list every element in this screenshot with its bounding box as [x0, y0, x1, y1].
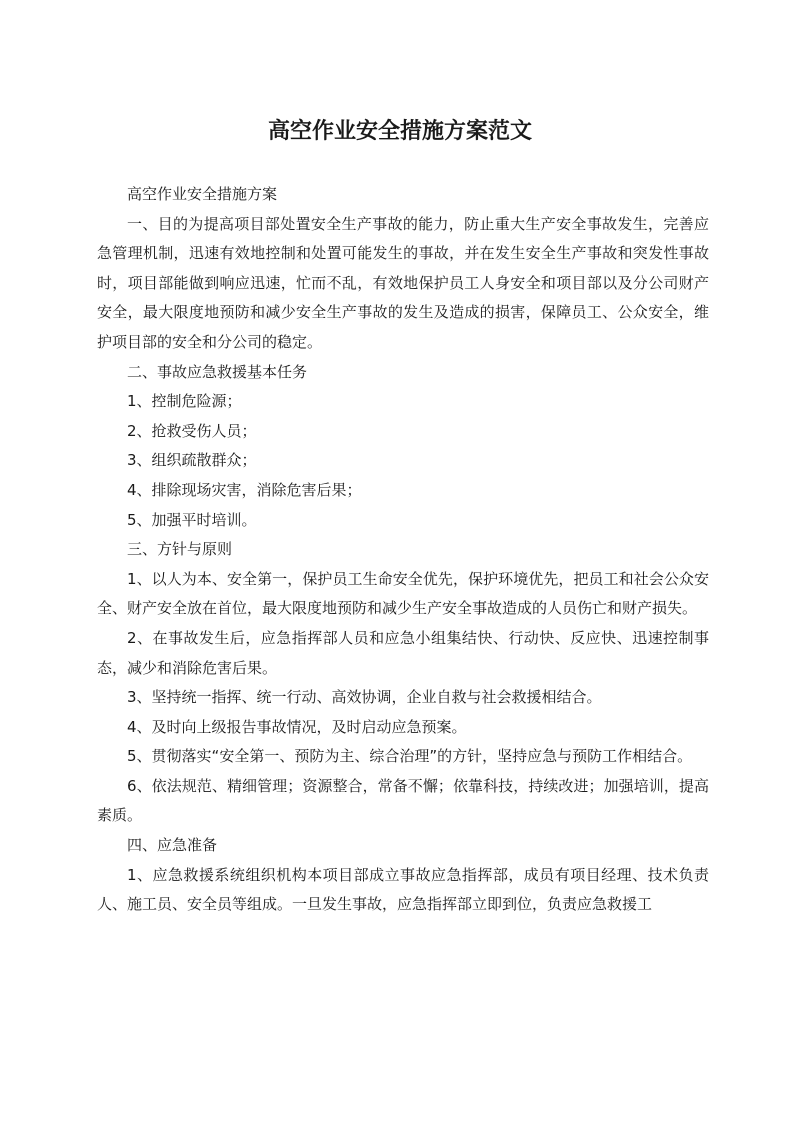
list-item: 3、坚持统一指挥、统一行动、高效协调，企业自救与社会救援相结合。 [127, 688, 602, 707]
paragraph-subtitle: 高空作业安全措施方案 [127, 185, 278, 203]
list-item: 5、加强平时培训。 [127, 510, 257, 529]
section-heading-principles: 三、方针与原则 [127, 540, 233, 559]
list-item: 2、在事故发生后，应急指挥部人员和应急小组集结快、行动快、反应快、迅速控制事态，减少和消除危害后果。 [97, 628, 709, 677]
section-heading-preparation: 四、应急准备 [127, 836, 218, 855]
document-body [97, 180, 709, 920]
list-item: 2、抢救受伤人员； [127, 421, 257, 440]
paragraph-purpose: 一、目的为提高项目部处置安全生产事故的能力，防止重大生产安全事故发生，完善应急管理机制，迅速有效地控制和处置可能发生的事故，并在发生安全生产事故和突发性事故时，项目部能做到响应迅速，忙而不乱，有效地保护员工人身安全和项目部以及分公司财产安全，最大限度地预防和减少安全生产事故的发生及造成的损害，保障员工、公众安全，维护项目部的安全和分公司的稳定。 [97, 214, 709, 351]
list-item: 4、排除现场灾害，消除危害后果； [127, 480, 362, 499]
list-item: 4、及时向上级报告事故情况，及时启动应急预案。 [127, 717, 467, 736]
section-heading-tasks: 二、事故应急救援基本任务 [127, 362, 308, 381]
list-item: 1、应急救援系统组织机构本项目部成立事故应急指挥部，成员有项目经理、技术负责人、施工员、安全员等组成。一旦发生事故，应急指挥部立即到位，负责应急救援工 [97, 865, 709, 914]
document-title: 高空作业安全措施方案范文 [267, 118, 532, 144]
list-item: 5、贯彻落实“安全第一、预防为主、综合治理”的方针，坚持应急与预防工作相结合。 [127, 747, 693, 766]
list-item: 6、依法规范、精细管理；资源整合，常备不懈；依靠科技，持续改进；加强培训，提高素质。 [97, 776, 709, 825]
list-item: 1、以人为本、安全第一，保护员工生命安全优先，保护环境优先，把员工和社会公众安全、财产安全放在首位，最大限度地预防和减少生产安全事故造成的人员伤亡和财产损失。 [97, 569, 709, 618]
list-item: 3、组织疏散群众； [127, 451, 257, 470]
list-item: 1、控制危险源； [127, 392, 242, 411]
